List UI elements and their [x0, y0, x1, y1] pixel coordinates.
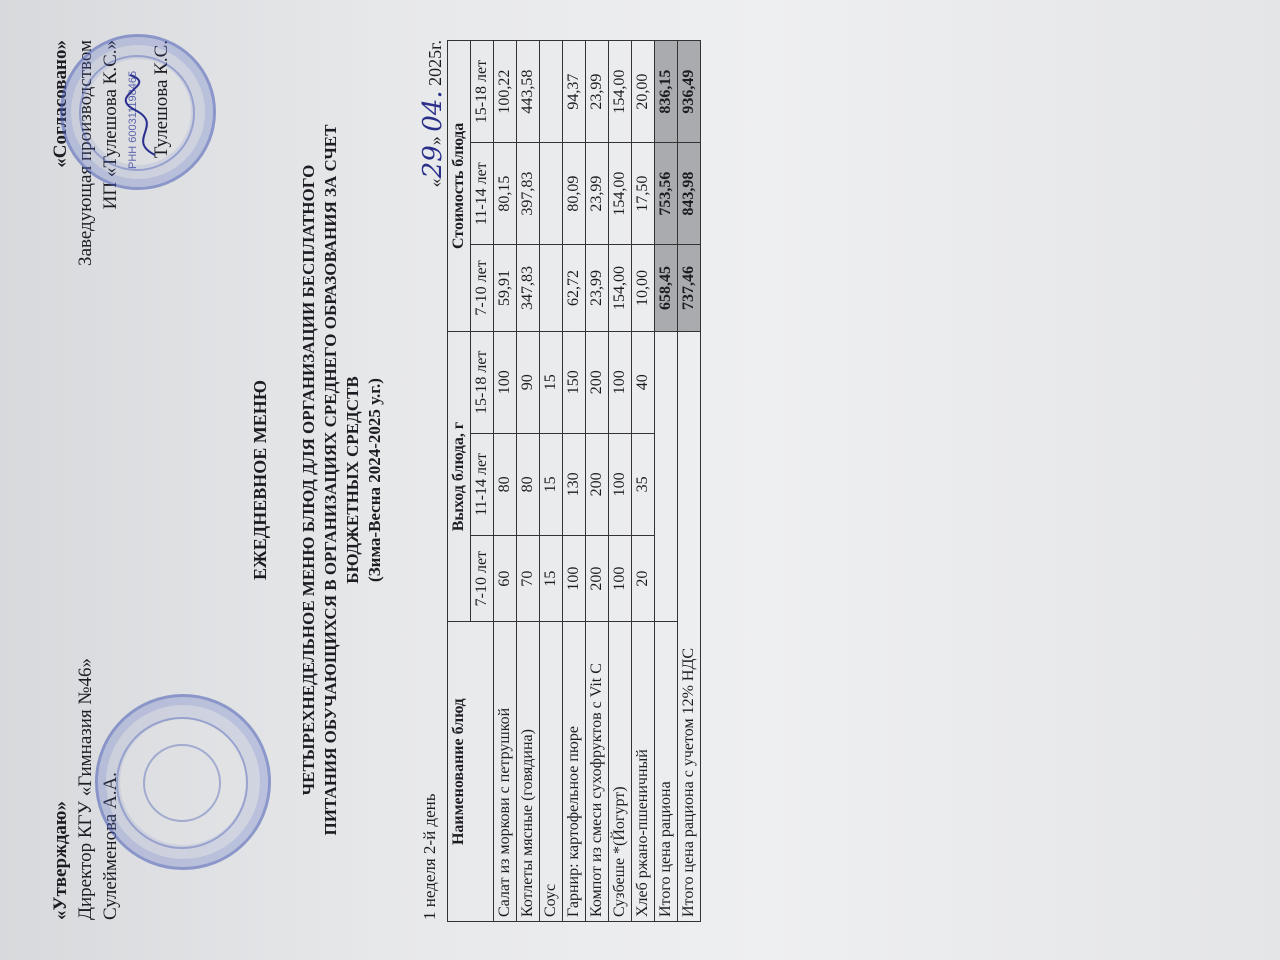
cost-cell: 154,00 [609, 41, 632, 143]
cost-cell: 347,83 [517, 245, 540, 332]
signature-mark [120, 70, 170, 160]
total-cell: 753,56 [655, 143, 678, 245]
cost-cell: 59,91 [494, 245, 517, 332]
cost-cell: 10,00 [632, 245, 655, 332]
subtitle-line3: БЮДЖЕТНЫХ СРЕДСТВ [343, 376, 362, 584]
date-day-handwritten: 29 [418, 145, 448, 179]
age-header: 7-10 лет [471, 245, 494, 332]
total-vat-row [678, 41, 701, 922]
cost-cell: 17,50 [632, 143, 655, 245]
date-month-handwritten: 04. [418, 90, 448, 132]
subtitle-line1: ЧЕТЫРЕХНЕДЕЛЬНОЕ МЕНЮ БЛЮД ДЛЯ ОРГАНИЗАЦИИ БЕСПЛАТНОГО [299, 164, 318, 796]
cost-cell: 80,09 [563, 143, 586, 245]
cost-cell: 154,00 [609, 143, 632, 245]
cost-cell: 23,99 [586, 245, 609, 332]
cost-cell: 397,83 [517, 143, 540, 245]
agreed-line3: Тулешова К.С. [151, 40, 172, 159]
date-open-quote: « [425, 178, 445, 188]
total-vat-cell: 843,98 [678, 143, 701, 245]
output-cell: 80 [494, 433, 517, 535]
age-header: 7-10 лет [471, 535, 494, 622]
cost-cell: 94,37 [563, 41, 586, 143]
day-label: 1 неделя 2-й день [420, 793, 439, 920]
cost-cell [540, 245, 563, 332]
dish-name-cell: Хлеб ржано-пшеничный [632, 622, 655, 922]
age-header: 11-14 лет [471, 143, 494, 245]
table-row [540, 41, 563, 922]
cost-cell: 23,99 [586, 143, 609, 245]
dish-name-cell: Салат из моркови с петрушкой [494, 622, 517, 922]
approved-title: «Утверждаю» [50, 801, 71, 920]
dish-name-cell: Компот из смеси сухофруктов с Vit C [586, 622, 609, 922]
output-cell: 15 [540, 433, 563, 535]
cost-cell: 20,00 [632, 41, 655, 143]
output-cell: 100 [609, 331, 632, 433]
table-row [563, 41, 586, 922]
dish-name-cell: Соус [540, 622, 563, 922]
menu-table [447, 40, 701, 922]
agreed-title: «Согласовано» [50, 40, 71, 168]
output-cell: 20 [632, 535, 655, 622]
agreed-line1: Заведующая производством [75, 40, 96, 266]
table-row [609, 41, 632, 922]
output-cell: 100 [494, 331, 517, 433]
subtitle-line2: ПИТАНИЯ ОБУЧАЮЩИХСЯ В ОРГАНИЗАЦИЯХ СРЕДНЕГО ОБРАЗОВАНИЯ ЗА СЧЕТ [321, 124, 340, 836]
output-cell: 200 [586, 433, 609, 535]
table-row [494, 41, 517, 922]
cost-cell: 443,58 [517, 41, 540, 143]
output-cell: 70 [517, 535, 540, 622]
seal-rnn-text: РНН 600311198465 [127, 70, 139, 169]
round-seal-left [95, 694, 271, 870]
dish-name-cell: Котлеты мясные (говядина) [517, 622, 540, 922]
output-cell: 90 [517, 331, 540, 433]
table-header-row [448, 41, 471, 922]
approved-line1: Директор КГУ «Гимназия №46» [75, 657, 96, 920]
total-vat-label: Итого цена рациона с учетом 12% НДС [678, 331, 701, 921]
table-body [494, 41, 655, 922]
output-cell: 40 [632, 331, 655, 433]
dish-name-cell: Сузбеше *(Йогурт) [609, 622, 632, 922]
total-vat-cell: 936,49 [678, 41, 701, 143]
subtitle-line4: (Зима-Весна 2024-2025 у.г.) [365, 378, 384, 582]
output-cell: 60 [494, 535, 517, 622]
menu-date [418, 40, 448, 440]
cost-cell: 154,00 [609, 245, 632, 332]
output-cell: 35 [632, 433, 655, 535]
age-header: 15-18 лет [471, 331, 494, 433]
cost-cell: 23,99 [586, 41, 609, 143]
total-label: Итого цена рациона [655, 622, 678, 922]
cost-cell [540, 143, 563, 245]
approved-line2: Сулейменова А.А. [100, 772, 121, 920]
output-cell: 150 [563, 331, 586, 433]
total-row [655, 41, 678, 922]
agreed-line2: ИП «Тулешова К.С.» [100, 40, 121, 210]
page-subtitle [298, 90, 386, 870]
output-cell: 15 [540, 331, 563, 433]
cost-cell: 62,72 [563, 245, 586, 332]
cost-cell: 100,22 [494, 41, 517, 143]
cost-cell: 80,15 [494, 143, 517, 245]
cost-cell [540, 41, 563, 143]
output-cell: 15 [540, 535, 563, 622]
output-cell: 100 [609, 535, 632, 622]
age-header: 11-14 лет [471, 433, 494, 535]
output-cell: 200 [586, 331, 609, 433]
total-cell: 658,45 [655, 245, 678, 332]
total-cell: 836,15 [655, 41, 678, 143]
header-output: Выход блюда, г [448, 331, 471, 622]
header-dish-name: Наименование блюд [448, 622, 494, 922]
output-cell: 100 [609, 433, 632, 535]
date-year: 2025г. [425, 40, 445, 86]
date-mid-quote: » [425, 136, 445, 146]
table-row [586, 41, 609, 922]
total-empty [655, 331, 678, 622]
table-row [632, 41, 655, 922]
age-header: 15-18 лет [471, 41, 494, 143]
output-cell: 100 [563, 535, 586, 622]
output-cell: 130 [563, 433, 586, 535]
page-title: ЕЖЕДНЕВНОЕ МЕНЮ [250, 380, 270, 580]
total-vat-cell: 737,46 [678, 245, 701, 332]
table-row [517, 41, 540, 922]
output-cell: 200 [586, 535, 609, 622]
output-cell: 80 [517, 433, 540, 535]
dish-name-cell: Гарнир: картофельное пюре [563, 622, 586, 922]
header-cost: Стоимость блюда [448, 41, 471, 332]
